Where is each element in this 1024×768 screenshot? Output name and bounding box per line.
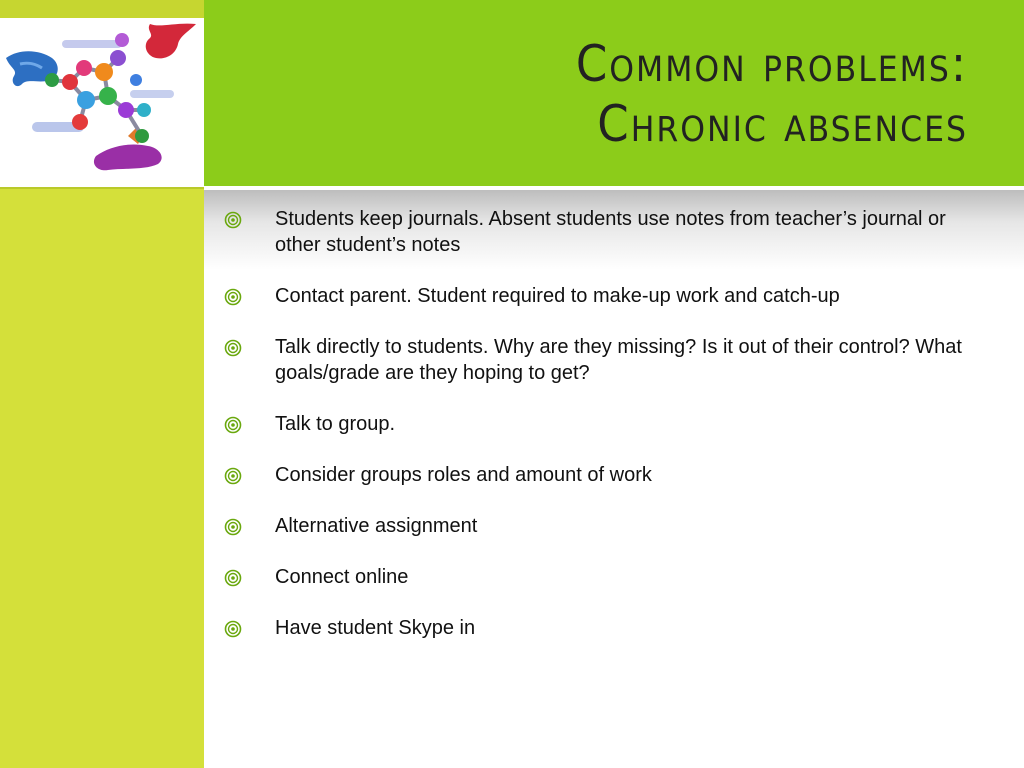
bullet-text: Students keep journals. Absent students use notes from teacher’s journal or other student’s notes xyxy=(275,208,946,256)
target-circle-icon xyxy=(224,416,242,434)
bullet-text: Have student Skype in xyxy=(275,617,476,639)
bullet-text: Contact parent. Student required to make-up work and catch-up xyxy=(275,285,840,307)
target-circle-icon xyxy=(224,518,242,536)
bullet-text: Alternative assignment xyxy=(275,515,478,537)
bullet-item xyxy=(224,564,964,590)
target-circle-icon xyxy=(224,211,242,229)
bullet-text: Consider groups roles and amount of work xyxy=(275,464,652,486)
target-circle-icon xyxy=(224,339,242,357)
bullet-text: Talk to group. xyxy=(275,413,396,435)
slide-title-line1: Common problems: xyxy=(575,35,968,93)
bullet-item xyxy=(224,615,964,641)
bullet-list xyxy=(224,206,964,666)
bullet-text: Talk directly to students. Why are they missing? Is it out of their control? What goals/grade are they hoping to get? xyxy=(275,336,962,384)
bullet-item xyxy=(224,462,964,488)
target-circle-icon xyxy=(224,569,242,587)
molecule-with-hands-logo xyxy=(0,18,204,182)
bullet-item xyxy=(224,334,964,386)
sidebar-top-strip xyxy=(0,0,204,18)
logo-divider xyxy=(0,182,204,189)
bullet-item xyxy=(224,411,964,437)
target-circle-icon xyxy=(224,620,242,638)
bullet-item xyxy=(224,206,964,258)
bullet-item xyxy=(224,513,964,539)
target-circle-icon xyxy=(224,288,242,306)
slide-title xyxy=(268,34,968,154)
target-circle-icon xyxy=(224,467,242,485)
slide-title-line2: Chronic absences xyxy=(597,95,968,153)
bullet-text: Connect online xyxy=(275,566,409,588)
bullet-item xyxy=(224,283,964,309)
